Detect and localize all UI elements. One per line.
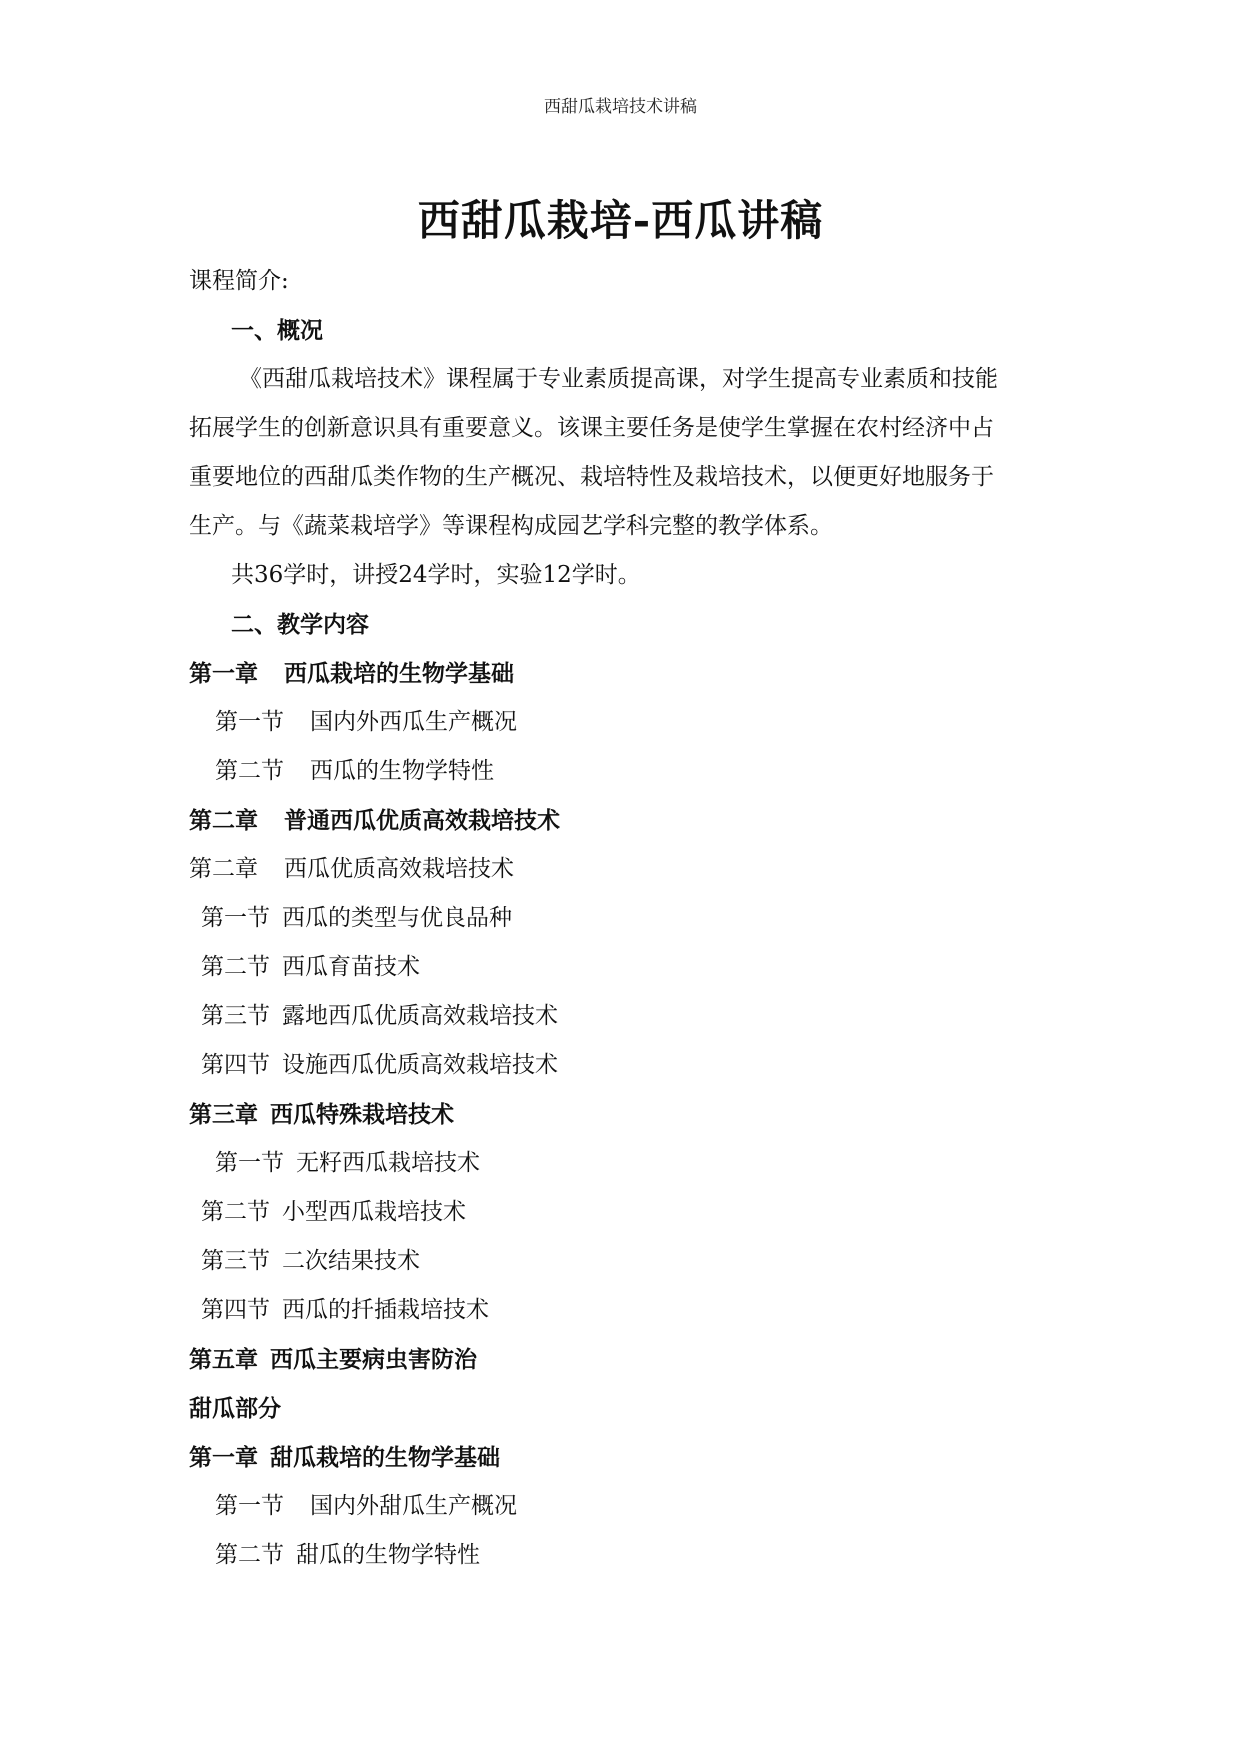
section-item (189, 1139, 1069, 1188)
chapter-title: 西瓜主要病虫害防治 (270, 1346, 477, 1373)
section-number: 第二节 (201, 954, 270, 980)
section-title: 甜瓜的生物学特性 (296, 1542, 480, 1568)
section-number: 第四节 (201, 1297, 270, 1323)
section-number: 第二节 (201, 1199, 270, 1225)
section-item (189, 698, 1069, 747)
chapter-title: 西瓜栽培的生物学基础 (284, 660, 514, 687)
section-item (189, 894, 1069, 943)
chapter-heading (189, 1090, 1069, 1139)
section-item (189, 992, 1069, 1041)
section-item (189, 1531, 1069, 1580)
section-number: 第三节 (201, 1248, 270, 1274)
section-title: 国内外西瓜生产概况 (310, 709, 517, 735)
section-title: 西瓜育苗技术 (282, 954, 420, 980)
section-number: 第二节 (215, 1542, 284, 1568)
intro-label: 课程简介: (189, 268, 289, 294)
paragraph-line: 生产。与《蔬菜栽培学》等课程构成园艺学科完整的教学体系。 (189, 513, 833, 539)
section-number: 第一节 (215, 1150, 284, 1176)
chapter-subheading (189, 845, 1069, 894)
section-title: 西瓜的扦插栽培技术 (282, 1297, 489, 1323)
section-title: 露地西瓜优质高效栽培技术 (282, 1003, 558, 1029)
part-heading: 甜瓜部分 (189, 1395, 281, 1422)
chapter-number: 第三章 (189, 1101, 258, 1128)
chapter-heading (189, 796, 1069, 845)
section-item (189, 1482, 1069, 1531)
chapter-heading (189, 649, 1069, 698)
chapter-number: 第二章 (189, 807, 258, 834)
section-title: 国内外甜瓜生产概况 (310, 1493, 517, 1519)
chapter-number: 第二章 (189, 856, 258, 882)
chapter-number: 第五章 (189, 1346, 258, 1373)
section-title: 设施西瓜优质高效栽培技术 (282, 1052, 558, 1078)
section-number: 第三节 (201, 1003, 270, 1029)
chapter-heading (189, 1433, 1069, 1482)
chapter-title: 西瓜特殊栽培技术 (270, 1101, 454, 1128)
paragraph-line: 重要地位的西甜瓜类作物的生产概况、栽培特性及栽培技术，以便更好地服务于 (189, 464, 994, 490)
section-number: 第一节 (215, 709, 284, 735)
section-item (189, 1188, 1069, 1237)
section-title: 二次结果技术 (282, 1248, 420, 1274)
overview-heading: 一、概况 (231, 317, 323, 344)
section-title: 西瓜的生物学特性 (310, 758, 494, 784)
section-item (189, 943, 1069, 992)
page-header: 西甜瓜栽培技术讲稿 (544, 97, 697, 117)
chapter-number: 第一章 (189, 1444, 258, 1471)
chapter-title: 西瓜优质高效栽培技术 (284, 856, 514, 882)
content-heading: 二、教学内容 (231, 611, 369, 638)
section-title: 小型西瓜栽培技术 (282, 1199, 466, 1225)
section-item (189, 1286, 1069, 1335)
section-number: 第一节 (201, 905, 270, 931)
section-title: 西瓜的类型与优良品种 (282, 905, 512, 931)
section-item (189, 1041, 1069, 1090)
course-hours: 共36学时，讲授24学时，实验12学时。 (231, 562, 641, 588)
chapter-title: 普通西瓜优质高效栽培技术 (284, 807, 560, 834)
paragraph-line: 《西甜瓜栽培技术》课程属于专业素质提高课，对学生提高专业素质和技能 (239, 366, 998, 392)
section-number: 第四节 (201, 1052, 270, 1078)
chapter-title: 甜瓜栽培的生物学基础 (270, 1444, 500, 1471)
section-number: 第二节 (215, 758, 284, 784)
chapter-heading (189, 1335, 1069, 1384)
section-number: 第一节 (215, 1493, 284, 1519)
paragraph-line: 拓展学生的创新意识具有重要意义。该课主要任务是使学生掌握在农村经济中占 (189, 415, 994, 441)
document-body (189, 257, 1069, 1580)
document-title: 西甜瓜栽培-西瓜讲稿 (417, 196, 824, 245)
section-title: 无籽西瓜栽培技术 (296, 1150, 480, 1176)
overview-paragraph (189, 355, 1069, 551)
chapter-number: 第一章 (189, 660, 258, 687)
section-item (189, 747, 1069, 796)
section-item (189, 1237, 1069, 1286)
